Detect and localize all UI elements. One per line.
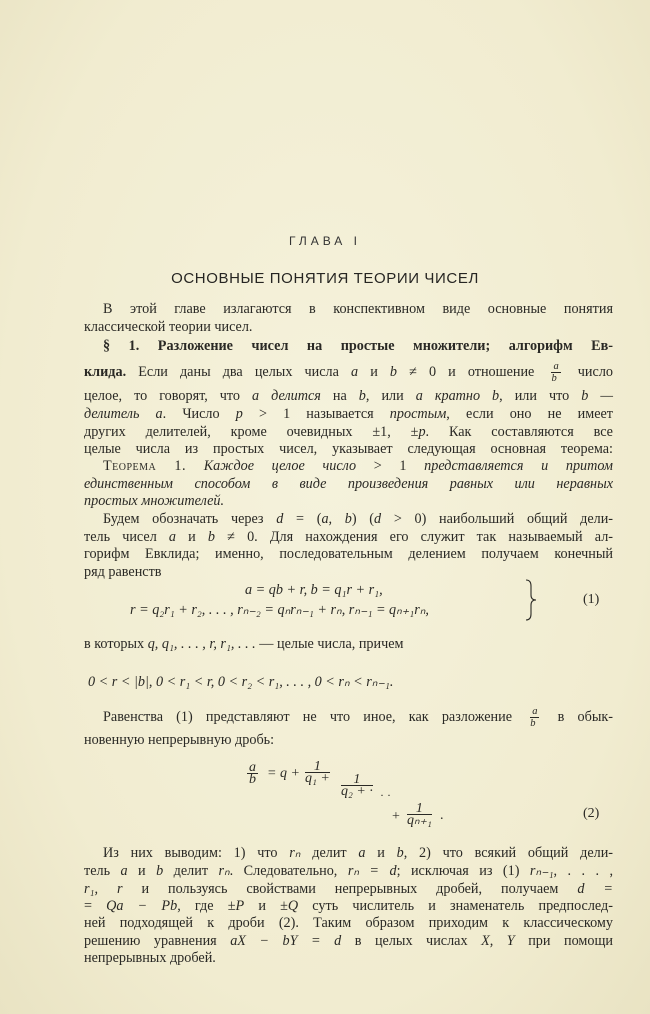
text-segment: классической теории чисел. [84,319,253,335]
text-segment: > 1 [356,458,425,474]
text-segment: и [127,863,157,879]
text-segment: и ± [244,898,288,914]
text-segment: горифм Евклида; именно, последовательным делением получаем конечный [84,546,613,562]
text-line [84,440,613,458]
text-segment: , где ± [177,898,236,914]
math-or-emphasis: Каждое целое число [203,458,357,474]
text-segment: целое, то говорят, что [84,388,253,404]
text-segment: . Следовательно, [229,863,348,879]
math-or-emphasis: Q [287,898,299,914]
text-segment: на [320,388,359,404]
math-or-emphasis: b [389,363,397,380]
text-segment: ) ( [351,511,375,527]
cf-plus: + [392,809,400,824]
text-line [84,635,613,653]
text-segment: при помощи [514,933,613,949]
text-segment: , или что [499,388,582,404]
fraction-den: b [551,373,557,384]
text-segment: = ( [283,511,322,527]
text-segment: Равенства (1) представляют не что иное, как разложение [103,708,526,725]
math-or-emphasis: делитель a [84,406,163,422]
text-line [84,528,613,546]
text-segment: и [176,529,208,545]
text-line [88,673,613,691]
math-or-emphasis: Qa − Pb [106,898,178,914]
inline-fraction [530,706,539,729]
math-or-emphasis: a [351,363,359,380]
text-line [103,844,613,862]
math-or-emphasis: a [120,863,128,879]
text-segment: Если даны два целых числа [126,363,352,380]
text-segment: и [358,363,390,380]
math-or-emphasis: b [156,863,164,879]
math-or-emphasis: p [235,406,243,422]
text-segment: , или [365,388,416,404]
math-or-emphasis: b [396,845,404,861]
math-or-emphasis: a = qb + r, b = q₁r + r₁, [245,582,383,598]
text-segment: , если оно не имеет [446,406,613,422]
text-segment: тель [84,863,121,879]
text-segment: делит [300,845,359,861]
math-or-emphasis: d [374,511,382,527]
chapter-label: ГЛАВА I [289,234,361,248]
text-line [103,510,613,528]
math-or-emphasis: p [418,424,426,440]
text-line [84,475,613,493]
text-segment: > 1 называется [242,406,390,422]
text-segment [186,458,204,474]
text-line [245,581,613,599]
text-segment: клида. [84,363,127,380]
math-or-emphasis: rₙ [218,863,230,879]
math-or-emphasis: b [358,388,366,404]
text-segment: непрерывных дробей. [84,950,216,966]
text-segment: ряд равенств [84,564,162,580]
text-segment: делит [163,863,219,879]
text-line [84,361,613,384]
inline-fraction [551,361,560,384]
text-segment: целые числа из простых чисел, указывает следующая основная теорема: [84,441,613,457]
text-segment: — целые числа, причем [255,636,404,652]
chapter-title: ОСНОВНЫЕ ПОНЯТИЯ ТЕОРИИ ЧИСЕЛ [171,270,479,287]
text-segment: в целых числах [341,933,482,949]
math-or-emphasis: aX − bY = d [230,933,342,949]
text-segment: = [84,898,107,914]
math-or-emphasis: a [358,845,366,861]
text-segment: число [565,363,613,380]
text-line [103,300,613,318]
math-or-emphasis: простых множителей. [84,493,225,509]
text-segment: ; исключая из (1) [396,863,530,879]
text-segment: . Как составляются все [425,424,613,440]
text-line [84,492,613,510]
text-segment: в обык- [544,708,613,725]
math-or-emphasis: r = q₂r₁ + r₂, . . . , rₙ₋₂ = qₙrₙ₋₁ + rₙ, rₙ₋₁ = qₙ₊₁rₙ, [130,602,429,618]
text-segment: суть числитель и знаменатель предпослед- [298,898,613,914]
fraction-den: b [530,718,536,729]
math-or-emphasis: a делится [252,388,321,404]
text-segment: и [365,845,397,861]
math-or-emphasis: rₙ₋₁ [529,863,554,879]
text-segment: ней подходящей к дроби (2). Таким образом приходим к классическому [84,915,613,931]
text-segment: , 2) что всякий общий дели- [403,845,614,861]
math-or-emphasis: 0 < r < |b|, 0 < r₁ < r, 0 < r₂ < r₁, . . . , 0 < rₙ < rₙ₋₁. [88,674,394,690]
text-line [84,862,613,880]
equation-1-label: (1) [583,592,600,607]
text-line [84,318,613,336]
math-or-emphasis: d [276,511,284,527]
text-segment: Будем обозначать через [103,511,277,527]
text-line [84,880,613,898]
text-segment: § 1. Разложение чисел на простые множители; алгорифм Ев- [103,338,613,354]
cf-fraction-2: 1 q₂ + · [341,772,373,799]
text-line [84,423,613,441]
fraction-num: a [553,361,559,372]
equation-brace [524,578,538,622]
math-or-emphasis: P [235,898,245,914]
text-segment: Теорема 1. [103,458,187,474]
text-line [103,706,613,729]
math-or-emphasis: a кратно b [415,388,500,404]
text-line [84,387,613,405]
math-or-emphasis: q, q₁, . . . , r, r₁, . . . [147,636,256,652]
text-segment: ≠ 0. Для нахождения его служит так называемый ал- [215,529,614,545]
text-line [103,337,613,355]
math-or-emphasis: представляется и притом [424,458,613,474]
text-segment: , . . . , [553,863,614,879]
equation-2-label: (2) [583,806,600,821]
math-or-emphasis: единственным способом в виде произведения равных или неравных [84,476,613,492]
math-or-emphasis: b [207,529,215,545]
math-or-emphasis: a, b [321,511,352,527]
text-segment: и пользуясь свойствами непрерывных дробей, получаем [122,881,578,897]
cf-fraction-last: 1 qₙ₊₁ [407,801,432,828]
math-or-emphasis: rₙ [289,845,301,861]
math-or-emphasis: d = [577,881,613,897]
text-segment: В этой главе излагаются в конспективном виде основные понятия [103,301,613,317]
math-or-emphasis: простым [389,406,447,422]
text-line [130,601,613,619]
cf-end: . [440,808,444,823]
text-line [84,405,613,423]
text-line [103,457,613,475]
text-line [84,731,613,749]
text-segment: ≠ 0 и отношение [397,363,547,380]
text-line [84,949,613,967]
math-or-emphasis: a [168,529,177,545]
text-segment: решению уравнения [84,933,231,949]
cf-eq: = q + [267,766,300,781]
text-segment: Из них выводим: 1) что [103,845,290,861]
text-line [84,932,613,950]
text-segment: других делителей, кроме очевидных ±1, ± [84,424,419,440]
fraction-num: a [532,706,538,717]
text-line [84,914,613,932]
math-or-emphasis: b — [581,388,613,404]
text-segment: новенную непрерывную дробь: [84,732,275,748]
text-segment: тель чисел [84,529,169,545]
cf-fraction-1: 1 q₁ + [305,759,330,786]
text-line [84,545,613,563]
text-segment: > 0) наибольший общий дели- [381,511,614,527]
cf-dots: · · [380,788,391,802]
math-or-emphasis: rₙ = d [347,863,397,879]
cf-lhs-fraction: a b [249,760,256,787]
text-segment: . Число [162,406,236,422]
math-or-emphasis: X, Y [481,933,515,949]
text-line [84,897,613,915]
math-or-emphasis: r₁, r [84,881,123,897]
text-segment: в которых [84,636,148,652]
